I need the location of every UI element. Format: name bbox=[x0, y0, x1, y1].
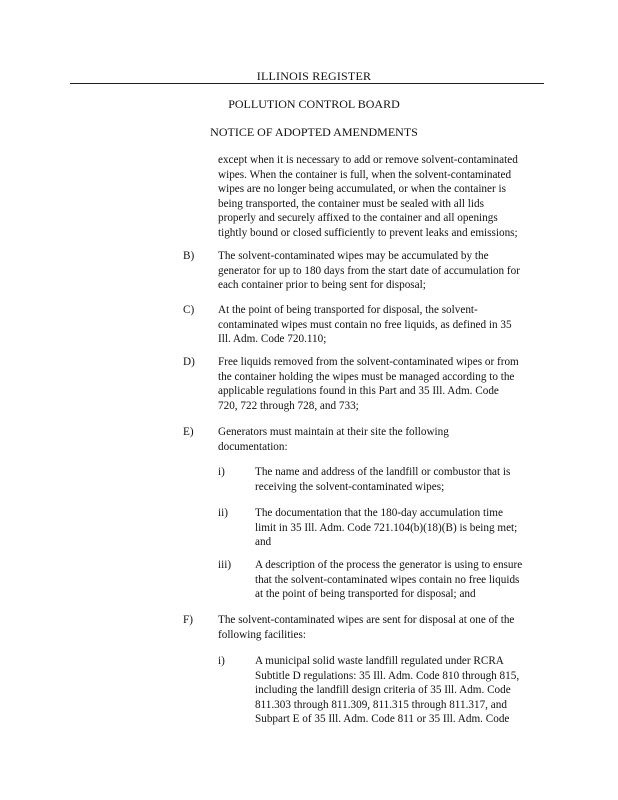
text-line: tightly bound or closed sufficiently to prevent leaks and emissions; bbox=[218, 226, 518, 239]
item-f-text bbox=[218, 613, 514, 642]
text-line: applicable regulations found in this Part and 35 Ill. Adm. Code bbox=[218, 385, 499, 398]
subitem-marker-f-i: i) bbox=[218, 655, 225, 667]
item-marker-c: C) bbox=[183, 304, 195, 316]
text-line: A description of the process the generator is using to ensure bbox=[255, 559, 523, 571]
board-title: POLLUTION CONTROL BOARD bbox=[228, 97, 400, 111]
subitem-f-i-text bbox=[255, 654, 519, 727]
text-line: being transported, the container must be sealed with all lids bbox=[218, 197, 484, 210]
text-line: wipes. When the container is full, when the solvent-contaminated bbox=[218, 168, 512, 181]
text-line: limit in 35 Ill. Adm. Code 721.104(b)(18)(B) is being met; bbox=[255, 521, 518, 534]
subitem-marker-e-ii: ii) bbox=[218, 507, 228, 519]
text-line: 811.303 through 811.309, 811.315 through 811.317, and bbox=[255, 698, 507, 711]
subitem-e-iii-text bbox=[255, 558, 522, 602]
subitem-marker-e-iii: iii) bbox=[218, 559, 232, 571]
item-b-text bbox=[218, 249, 520, 293]
text-line: Subpart E of 35 Ill. Adm. Code 811 or 35 Ill. Adm. Code bbox=[255, 713, 510, 726]
text-line: at the point of being transported for disposal; and bbox=[255, 588, 476, 601]
text-line: properly and securely affixed to the container and all openings bbox=[218, 212, 498, 225]
text-line: The solvent-contaminated wipes may be accumulated by the bbox=[218, 250, 489, 262]
text-line: A municipal solid waste landfill regulated under RCRA bbox=[255, 655, 504, 667]
register-title: ILLINOIS REGISTER bbox=[256, 69, 372, 83]
text-line: The solvent-contaminated wipes are sent for disposal at one of the bbox=[218, 614, 515, 626]
text-line: the container holding the wipes must be managed according to the bbox=[218, 370, 515, 383]
continuation-paragraph bbox=[218, 153, 518, 241]
text-line: except when it is necessary to add or remove solvent-contaminated bbox=[218, 154, 518, 166]
item-marker-e: E) bbox=[183, 426, 194, 438]
text-line: that the solvent-contaminated wipes contain no free liquids bbox=[255, 573, 520, 586]
text-line: 720, 722 through 728, and 733; bbox=[218, 399, 359, 412]
item-marker-f: F) bbox=[183, 614, 193, 626]
text-line: contaminated wipes must contain no free liquids, as defined in 35 bbox=[218, 318, 512, 331]
subitem-e-ii-text bbox=[255, 506, 517, 550]
item-e-text bbox=[218, 425, 449, 454]
text-line: each container prior to being sent for disposal; bbox=[218, 279, 426, 292]
text-line: At the point of being transported for disposal, the solvent- bbox=[218, 304, 478, 316]
text-line: documentation: bbox=[218, 440, 288, 453]
text-line: The documentation that the 180-day accumulation time bbox=[255, 507, 503, 519]
item-c-text bbox=[218, 303, 512, 347]
text-line: wipes are no longer being accumulated, or when the container is bbox=[218, 183, 506, 196]
text-line: Subtitle D regulations: 35 Ill. Adm. Code 810 through 815, bbox=[255, 669, 520, 682]
text-line: and bbox=[255, 536, 272, 549]
notice-title: NOTICE OF ADOPTED AMENDMENTS bbox=[210, 125, 418, 139]
text-line: following facilities: bbox=[218, 628, 306, 641]
text-line: Generators must maintain at their site the following bbox=[218, 426, 449, 438]
item-marker-b: B) bbox=[183, 250, 195, 262]
subitem-marker-e-i: i) bbox=[218, 466, 225, 478]
subitem-e-i-text bbox=[255, 465, 510, 494]
item-d-text bbox=[218, 355, 519, 413]
header-rule bbox=[70, 83, 544, 84]
text-line: receiving the solvent-contaminated wipes; bbox=[255, 480, 445, 493]
text-line: The name and address of the landfill or combustor that is bbox=[255, 466, 511, 478]
text-line: including the landfill design criteria of 35 Ill. Adm. Code bbox=[255, 684, 511, 697]
text-line: generator for up to 180 days from the start date of accumulation for bbox=[218, 264, 520, 277]
text-line: Free liquids removed from the solvent-contaminated wipes or from bbox=[218, 356, 519, 368]
item-marker-d: D) bbox=[183, 356, 195, 368]
text-line: Ill. Adm. Code 720.110; bbox=[218, 333, 327, 346]
